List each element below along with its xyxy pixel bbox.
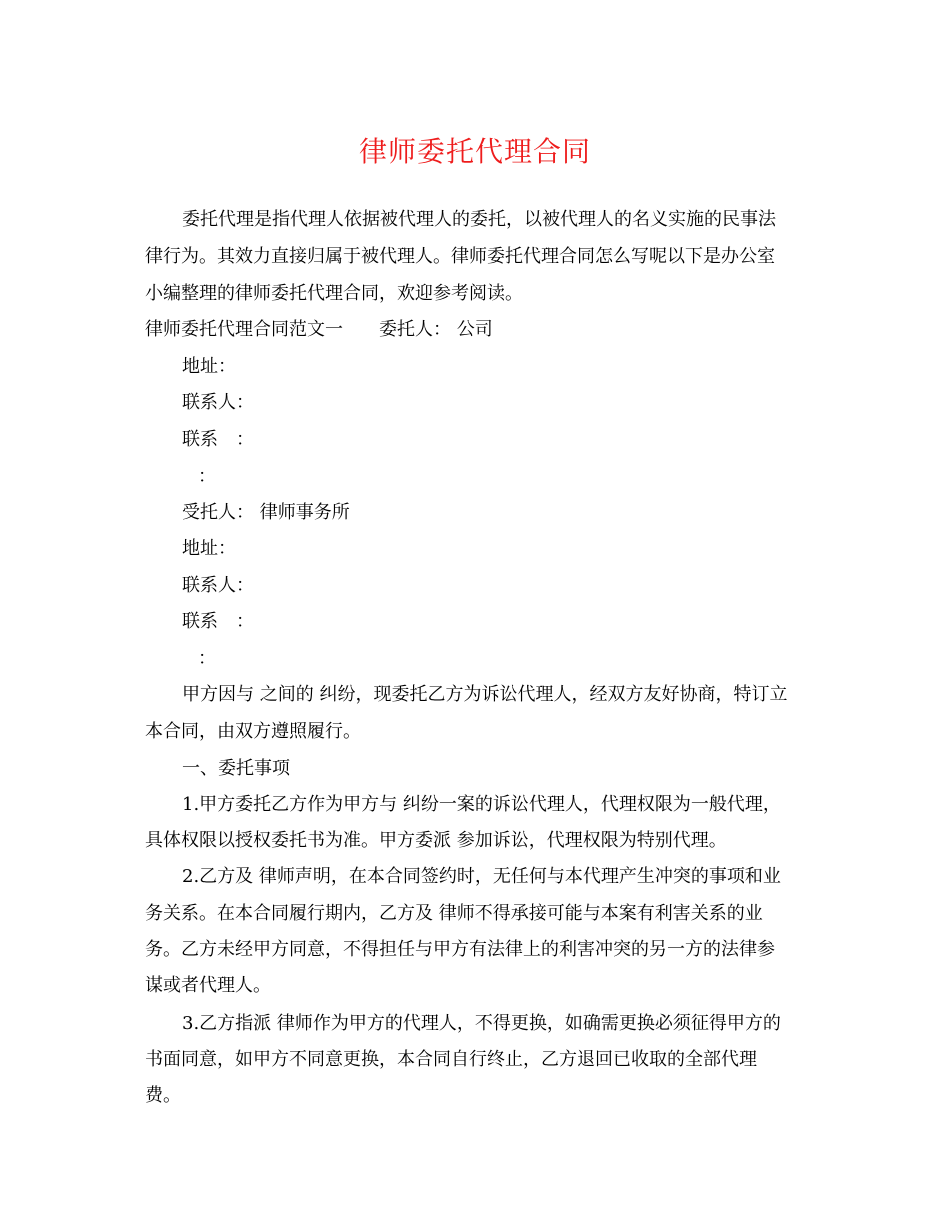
client-label: 委托人： xyxy=(379,319,451,340)
preamble-line-1: 甲方因与 之间的 纠纷，现委托乙方为诉讼代理人，经双方友好协商，特订立 xyxy=(182,684,788,705)
client-contact: 联系 ： xyxy=(182,429,254,450)
preamble-line-2: 本合同，由双方遵照履行。 xyxy=(145,721,361,742)
section1-heading: 一、委托事项 xyxy=(182,758,290,779)
item1-line-2: 具体权限以授权委托书为准。甲方委派 参加诉讼，代理权限为特别代理。 xyxy=(145,830,727,851)
agent-row xyxy=(182,502,350,524)
item2-line-2: 务关系。在本合同履行期内，乙方及 律师不得承接可能与本案有利害关系的业 xyxy=(145,903,763,924)
item3-line-2: 书面同意，如甲方不同意更换，本合同自行终止，乙方退回已收取的全部代理 xyxy=(145,1049,757,1070)
agent-contact-colon: ： xyxy=(198,648,216,669)
client-address: 地址： xyxy=(182,356,236,377)
sample-heading: 律师委托代理合同范文一 xyxy=(145,319,343,340)
client-value: 公司 xyxy=(456,319,493,340)
item3-line-1: 3.乙方指派 律师作为甲方的代理人，不得更换，如确需更换必须征得甲方的 xyxy=(182,1013,781,1034)
agent-contact-person: 联系人： xyxy=(182,575,254,596)
agent-address: 地址： xyxy=(182,538,236,559)
item2-line-1: 2.乙方及 律师声明，在本合同签约时，无任何与本代理产生冲突的事项和业 xyxy=(182,866,781,887)
item3-line-3: 费。 xyxy=(145,1085,181,1106)
agent-value: 律师事务所 xyxy=(259,502,350,523)
agent-label: 受托人： xyxy=(182,502,254,523)
intro-line-2: 律行为。其效力直接归属于被代理人。律师委托代理合同怎么写呢以下是办公室 xyxy=(145,246,775,267)
intro-line-3: 小编整理的律师委托代理合同，欢迎参考阅读。 xyxy=(145,283,523,304)
item2-line-3: 务。乙方未经甲方同意，不得担任与甲方有法律上的利害冲突的另一方的法律参 xyxy=(145,939,775,960)
document-title: 律师委托代理合同 xyxy=(358,135,591,168)
item1-line-1: 1.甲方委托乙方作为甲方与 纠纷一案的诉讼代理人，代理权限为一般代理， xyxy=(182,794,781,815)
item2-line-4: 谋或者代理人。 xyxy=(145,975,271,996)
agent-contact: 联系 ： xyxy=(182,611,254,632)
client-contact-person: 联系人： xyxy=(182,392,254,413)
client-contact-colon: ： xyxy=(198,466,216,487)
intro-line-1: 委托代理是指代理人依据被代理人的委托，以被代理人的名义实施的民事法 xyxy=(182,209,776,230)
sample-heading-row xyxy=(145,319,493,341)
